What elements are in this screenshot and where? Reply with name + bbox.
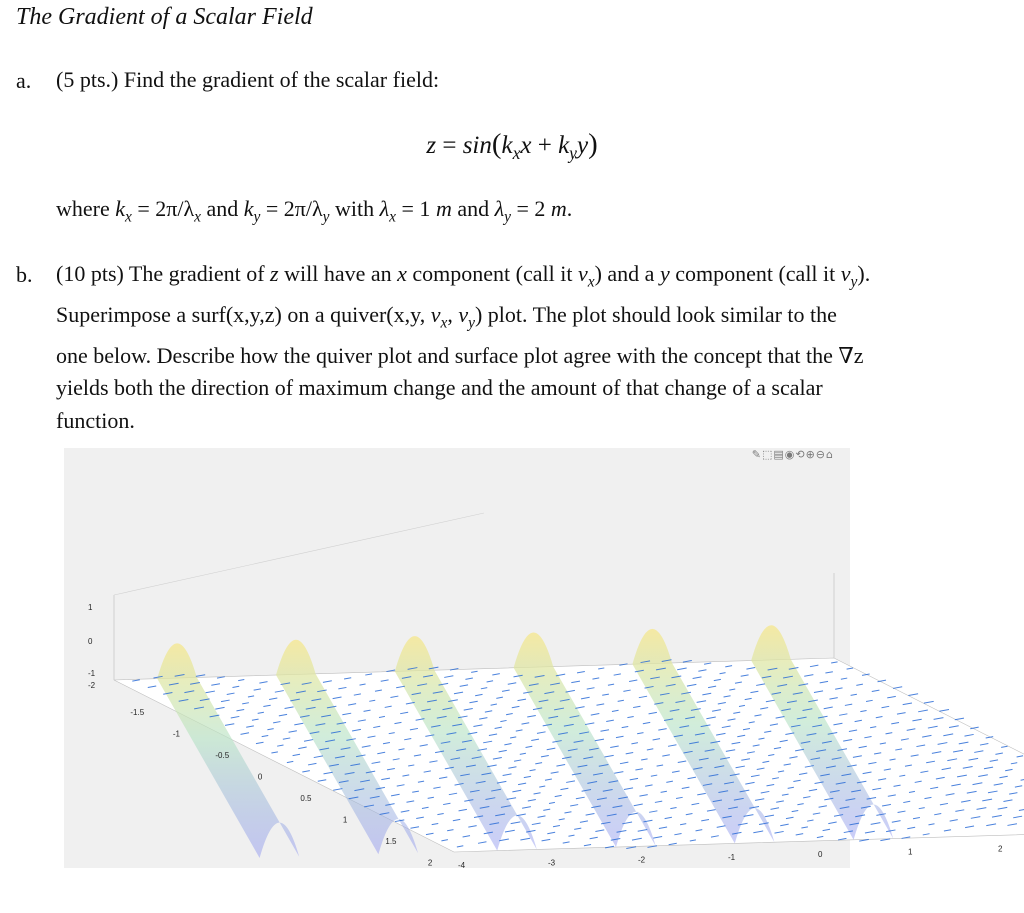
x-tick-label: 0 (257, 772, 263, 782)
part-b-line-4: yields both the direction of maximum change and the amount of that change of a scalar (56, 375, 823, 401)
y-tick-label: -2 (638, 855, 646, 865)
part-a-prompt (56, 64, 439, 97)
quiver-arrow (939, 709, 949, 711)
quiver-arrow (893, 687, 902, 689)
x-tick-label: 1 (342, 815, 348, 825)
quiver-arrow (955, 718, 964, 720)
y-tick-label: 1 (908, 847, 913, 857)
scalar-field-equation: $z = \sin(k_xx + k_yy)$ (426, 128, 598, 164)
axes-top-edge (114, 513, 484, 595)
quiver-arrow (924, 701, 934, 703)
part-a-label: a. (16, 68, 32, 93)
y-tick-label: -1 (728, 852, 736, 862)
quiver-arrow (626, 847, 636, 849)
x-tick-label: -0.5 (215, 751, 230, 761)
x-tick-label: 0.5 (300, 794, 312, 804)
part-b-line-3: one below. Describe how the quiver plot and surface plot agree with the concept that the ∇z (56, 342, 864, 368)
x-tick-label: 1.5 (385, 837, 397, 847)
part-b-line-1: (10 pts) The gradient of z will have an x component (call it $v_x$) and a y component (call it $v_y$). (56, 261, 871, 291)
y-tick-label: 0 (818, 850, 823, 859)
figure-toolbar[interactable]: ✎⬚▤◉⟲⊕⊖⌂ (751, 448, 834, 461)
part-b-label: b. (16, 262, 33, 287)
part-b-text (56, 258, 1006, 437)
quiver-arrow (196, 675, 205, 677)
x-tick-label: -1 (172, 729, 180, 739)
x-tick-label: -1.5 (130, 708, 145, 718)
z-tick-label: -2 (88, 681, 96, 690)
z-tick-label: 0 (88, 637, 93, 646)
y-tick-label: -4 (458, 861, 466, 870)
z-tick-label: 1 (88, 603, 93, 612)
part-b-line-2: Superimpose a surf(x,y,z) on a quiver(x,y, $v_x$, $v_y$) plot. The plot should look similar to the (56, 301, 837, 332)
quiver-arrow (683, 661, 692, 663)
y-tick-label: 2 (998, 844, 1003, 854)
part-a-definitions: where $k_x = 2\pi/\lambda_x$ and $k_y = 2\pi/\lambda_y$ with $\lambda_x = 1$ m and $\lambda_y = 2$ m. (56, 196, 573, 226)
part-a-text: Find the gradient of the scalar field: (123, 67, 440, 92)
part-a-points: (5 pts.) (56, 67, 119, 92)
matlab-figure (64, 448, 1003, 870)
y-tick-label: -3 (548, 858, 556, 868)
z-tick-label: -1 (88, 669, 96, 678)
page-title: The Gradient of a Scalar Field (16, 4, 313, 30)
part-b-line-5: function. (56, 407, 135, 433)
quiver-arrow (908, 694, 918, 696)
x-tick-label: 2 (427, 858, 433, 868)
surface-quiver-plot (64, 448, 1003, 870)
